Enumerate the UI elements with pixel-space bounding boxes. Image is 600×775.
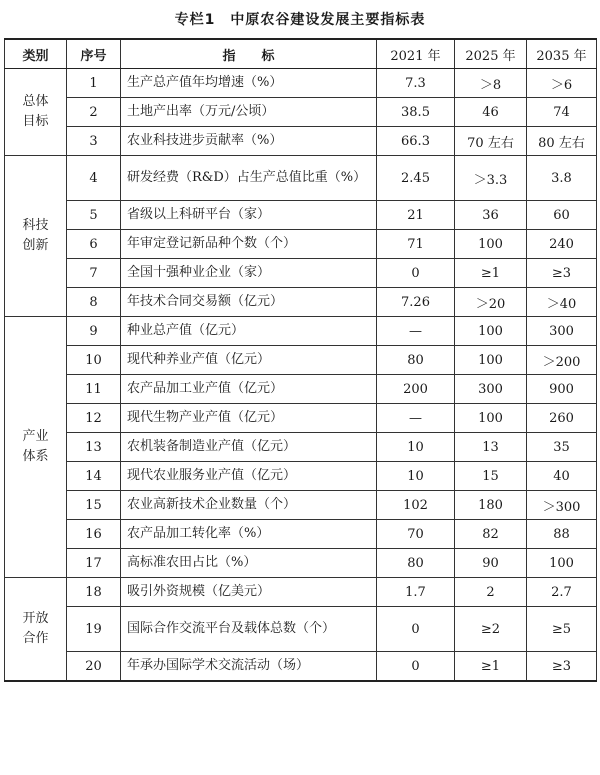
indicator-cell: 吸引外资规模（亿美元） [121, 578, 377, 607]
value-2035-cell: 900 [527, 375, 597, 404]
header-2021: 2021 年 [377, 39, 455, 69]
seq-cell: 10 [67, 346, 121, 375]
value-2021-cell: 7.26 [377, 288, 455, 317]
category-label: 科技 创新 [22, 218, 49, 253]
value-2035-cell: 60 [527, 201, 597, 230]
value-2035-cell: ≥3 [527, 652, 597, 682]
category-cell [5, 578, 67, 682]
value-2025-cell: 300 [455, 375, 527, 404]
value-2035-cell: ＞200 [527, 346, 597, 375]
value-2021-cell: 1.7 [377, 578, 455, 607]
value-2025-cell: 90 [455, 549, 527, 578]
table-row [5, 98, 597, 127]
indicator-cell: 现代生物产业产值（亿元） [121, 404, 377, 433]
table-row [5, 346, 597, 375]
value-2021-cell: 10 [377, 433, 455, 462]
table-row [5, 375, 597, 404]
table-row [5, 578, 597, 607]
table-row [5, 652, 597, 682]
seq-cell: 11 [67, 375, 121, 404]
table-body [5, 69, 597, 682]
value-2021-cell: 2.45 [377, 156, 455, 201]
seq-cell: 8 [67, 288, 121, 317]
seq-cell: 15 [67, 491, 121, 520]
table-row [5, 404, 597, 433]
value-2035-cell: ≥5 [527, 607, 597, 652]
value-2025-cell: ≥2 [455, 607, 527, 652]
indicator-cell: 土地产出率（万元/公顷） [121, 98, 377, 127]
table-row [5, 491, 597, 520]
seq-cell: 19 [67, 607, 121, 652]
value-2035-cell: 100 [527, 549, 597, 578]
value-2021-cell: 0 [377, 259, 455, 288]
value-2025-cell: 100 [455, 230, 527, 259]
value-2035-cell: ＞300 [527, 491, 597, 520]
indicator-cell: 农业高新技术企业数量（个） [121, 491, 377, 520]
header-2035: 2035 年 [527, 39, 597, 69]
header-seq: 序号 [67, 39, 121, 69]
value-2021-cell: 71 [377, 230, 455, 259]
indicator-cell: 研发经费（R&D）占生产总值比重（%） [121, 156, 377, 201]
value-2035-cell: 240 [527, 230, 597, 259]
indicator-cell: 现代种养业产值（亿元） [121, 346, 377, 375]
table-row [5, 317, 597, 346]
seq-cell: 18 [67, 578, 121, 607]
value-2025-cell: 13 [455, 433, 527, 462]
value-2021-cell: 0 [377, 607, 455, 652]
indicator-cell: 高标准农田占比（%） [121, 549, 377, 578]
category-label: 开放 合作 [22, 611, 49, 646]
value-2035-cell: 80 左右 [527, 127, 597, 156]
value-2025-cell: 15 [455, 462, 527, 491]
indicator-cell: 农产品加工业产值（亿元） [121, 375, 377, 404]
seq-cell: 9 [67, 317, 121, 346]
category-label: 产业 体系 [22, 429, 49, 464]
value-2035-cell: 74 [527, 98, 597, 127]
value-2021-cell: 70 [377, 520, 455, 549]
seq-cell: 16 [67, 520, 121, 549]
value-2025-cell: 70 左右 [455, 127, 527, 156]
value-2025-cell: ＞8 [455, 69, 527, 98]
category-cell [5, 156, 67, 317]
indicator-cell: 年技术合同交易额（亿元） [121, 288, 377, 317]
value-2025-cell: ＞20 [455, 288, 527, 317]
value-2021-cell: 80 [377, 346, 455, 375]
value-2021-cell: 0 [377, 652, 455, 682]
seq-cell: 6 [67, 230, 121, 259]
seq-cell: 5 [67, 201, 121, 230]
table-row [5, 69, 597, 98]
indicator-cell: 全国十强种业企业（家） [121, 259, 377, 288]
indicator-cell: 农机装备制造业产值（亿元） [121, 433, 377, 462]
seq-cell: 1 [67, 69, 121, 98]
value-2025-cell: 2 [455, 578, 527, 607]
seq-cell: 20 [67, 652, 121, 682]
value-2035-cell: ＞40 [527, 288, 597, 317]
table-row [5, 520, 597, 549]
value-2035-cell: 260 [527, 404, 597, 433]
value-2025-cell: 36 [455, 201, 527, 230]
value-2025-cell: 82 [455, 520, 527, 549]
indicator-cell: 省级以上科研平台（家） [121, 201, 377, 230]
indicator-cell: 农业科技进步贡献率（%） [121, 127, 377, 156]
seq-cell: 12 [67, 404, 121, 433]
indicator-cell: 生产总产值年均增速（%） [121, 69, 377, 98]
seq-cell: 17 [67, 549, 121, 578]
category-cell [5, 69, 67, 156]
indicator-cell: 农产品加工转化率（%） [121, 520, 377, 549]
value-2025-cell: 180 [455, 491, 527, 520]
value-2021-cell: 80 [377, 549, 455, 578]
value-2025-cell: ≥1 [455, 652, 527, 682]
seq-cell: 14 [67, 462, 121, 491]
value-2025-cell: 100 [455, 404, 527, 433]
header-category: 类别 [5, 39, 67, 69]
seq-cell: 4 [67, 156, 121, 201]
table-title: 专栏1 中原农谷建设发展主要指标表 [174, 12, 426, 28]
seq-cell: 7 [67, 259, 121, 288]
seq-cell: 3 [67, 127, 121, 156]
value-2035-cell: 2.7 [527, 578, 597, 607]
table-row [5, 549, 597, 578]
table-row [5, 288, 597, 317]
value-2035-cell: 300 [527, 317, 597, 346]
header-indicator: 指 标 [121, 39, 377, 69]
value-2021-cell: 21 [377, 201, 455, 230]
indicator-cell: 年审定登记新品种个数（个） [121, 230, 377, 259]
value-2021-cell: — [377, 317, 455, 346]
header-row [5, 39, 597, 69]
table-row [5, 462, 597, 491]
category-label: 总体 目标 [22, 94, 49, 129]
table-row [5, 127, 597, 156]
value-2021-cell: — [377, 404, 455, 433]
value-2021-cell: 10 [377, 462, 455, 491]
table-row [5, 201, 597, 230]
indicator-table [4, 38, 597, 682]
table-row [5, 230, 597, 259]
indicator-cell: 现代农业服务业产值（亿元） [121, 462, 377, 491]
seq-cell: 2 [67, 98, 121, 127]
indicator-cell: 种业总产值（亿元） [121, 317, 377, 346]
category-cell [5, 317, 67, 578]
value-2021-cell: 38.5 [377, 98, 455, 127]
indicator-cell: 年承办国际学术交流活动（场） [121, 652, 377, 682]
value-2025-cell: 100 [455, 317, 527, 346]
seq-cell: 13 [67, 433, 121, 462]
value-2021-cell: 102 [377, 491, 455, 520]
table-row [5, 156, 597, 201]
indicator-cell: 国际合作交流平台及载体总数（个） [121, 607, 377, 652]
table-row [5, 259, 597, 288]
value-2025-cell: ≥1 [455, 259, 527, 288]
table-row [5, 433, 597, 462]
value-2035-cell: 35 [527, 433, 597, 462]
value-2021-cell: 200 [377, 375, 455, 404]
header-2025: 2025 年 [455, 39, 527, 69]
value-2035-cell: ≥3 [527, 259, 597, 288]
value-2025-cell: ＞3.3 [455, 156, 527, 201]
value-2025-cell: 46 [455, 98, 527, 127]
value-2021-cell: 66.3 [377, 127, 455, 156]
value-2025-cell: 100 [455, 346, 527, 375]
value-2021-cell: 7.3 [377, 69, 455, 98]
table-row [5, 607, 597, 652]
value-2035-cell: 40 [527, 462, 597, 491]
value-2035-cell: 88 [527, 520, 597, 549]
value-2035-cell: ＞6 [527, 69, 597, 98]
value-2035-cell: 3.8 [527, 156, 597, 201]
